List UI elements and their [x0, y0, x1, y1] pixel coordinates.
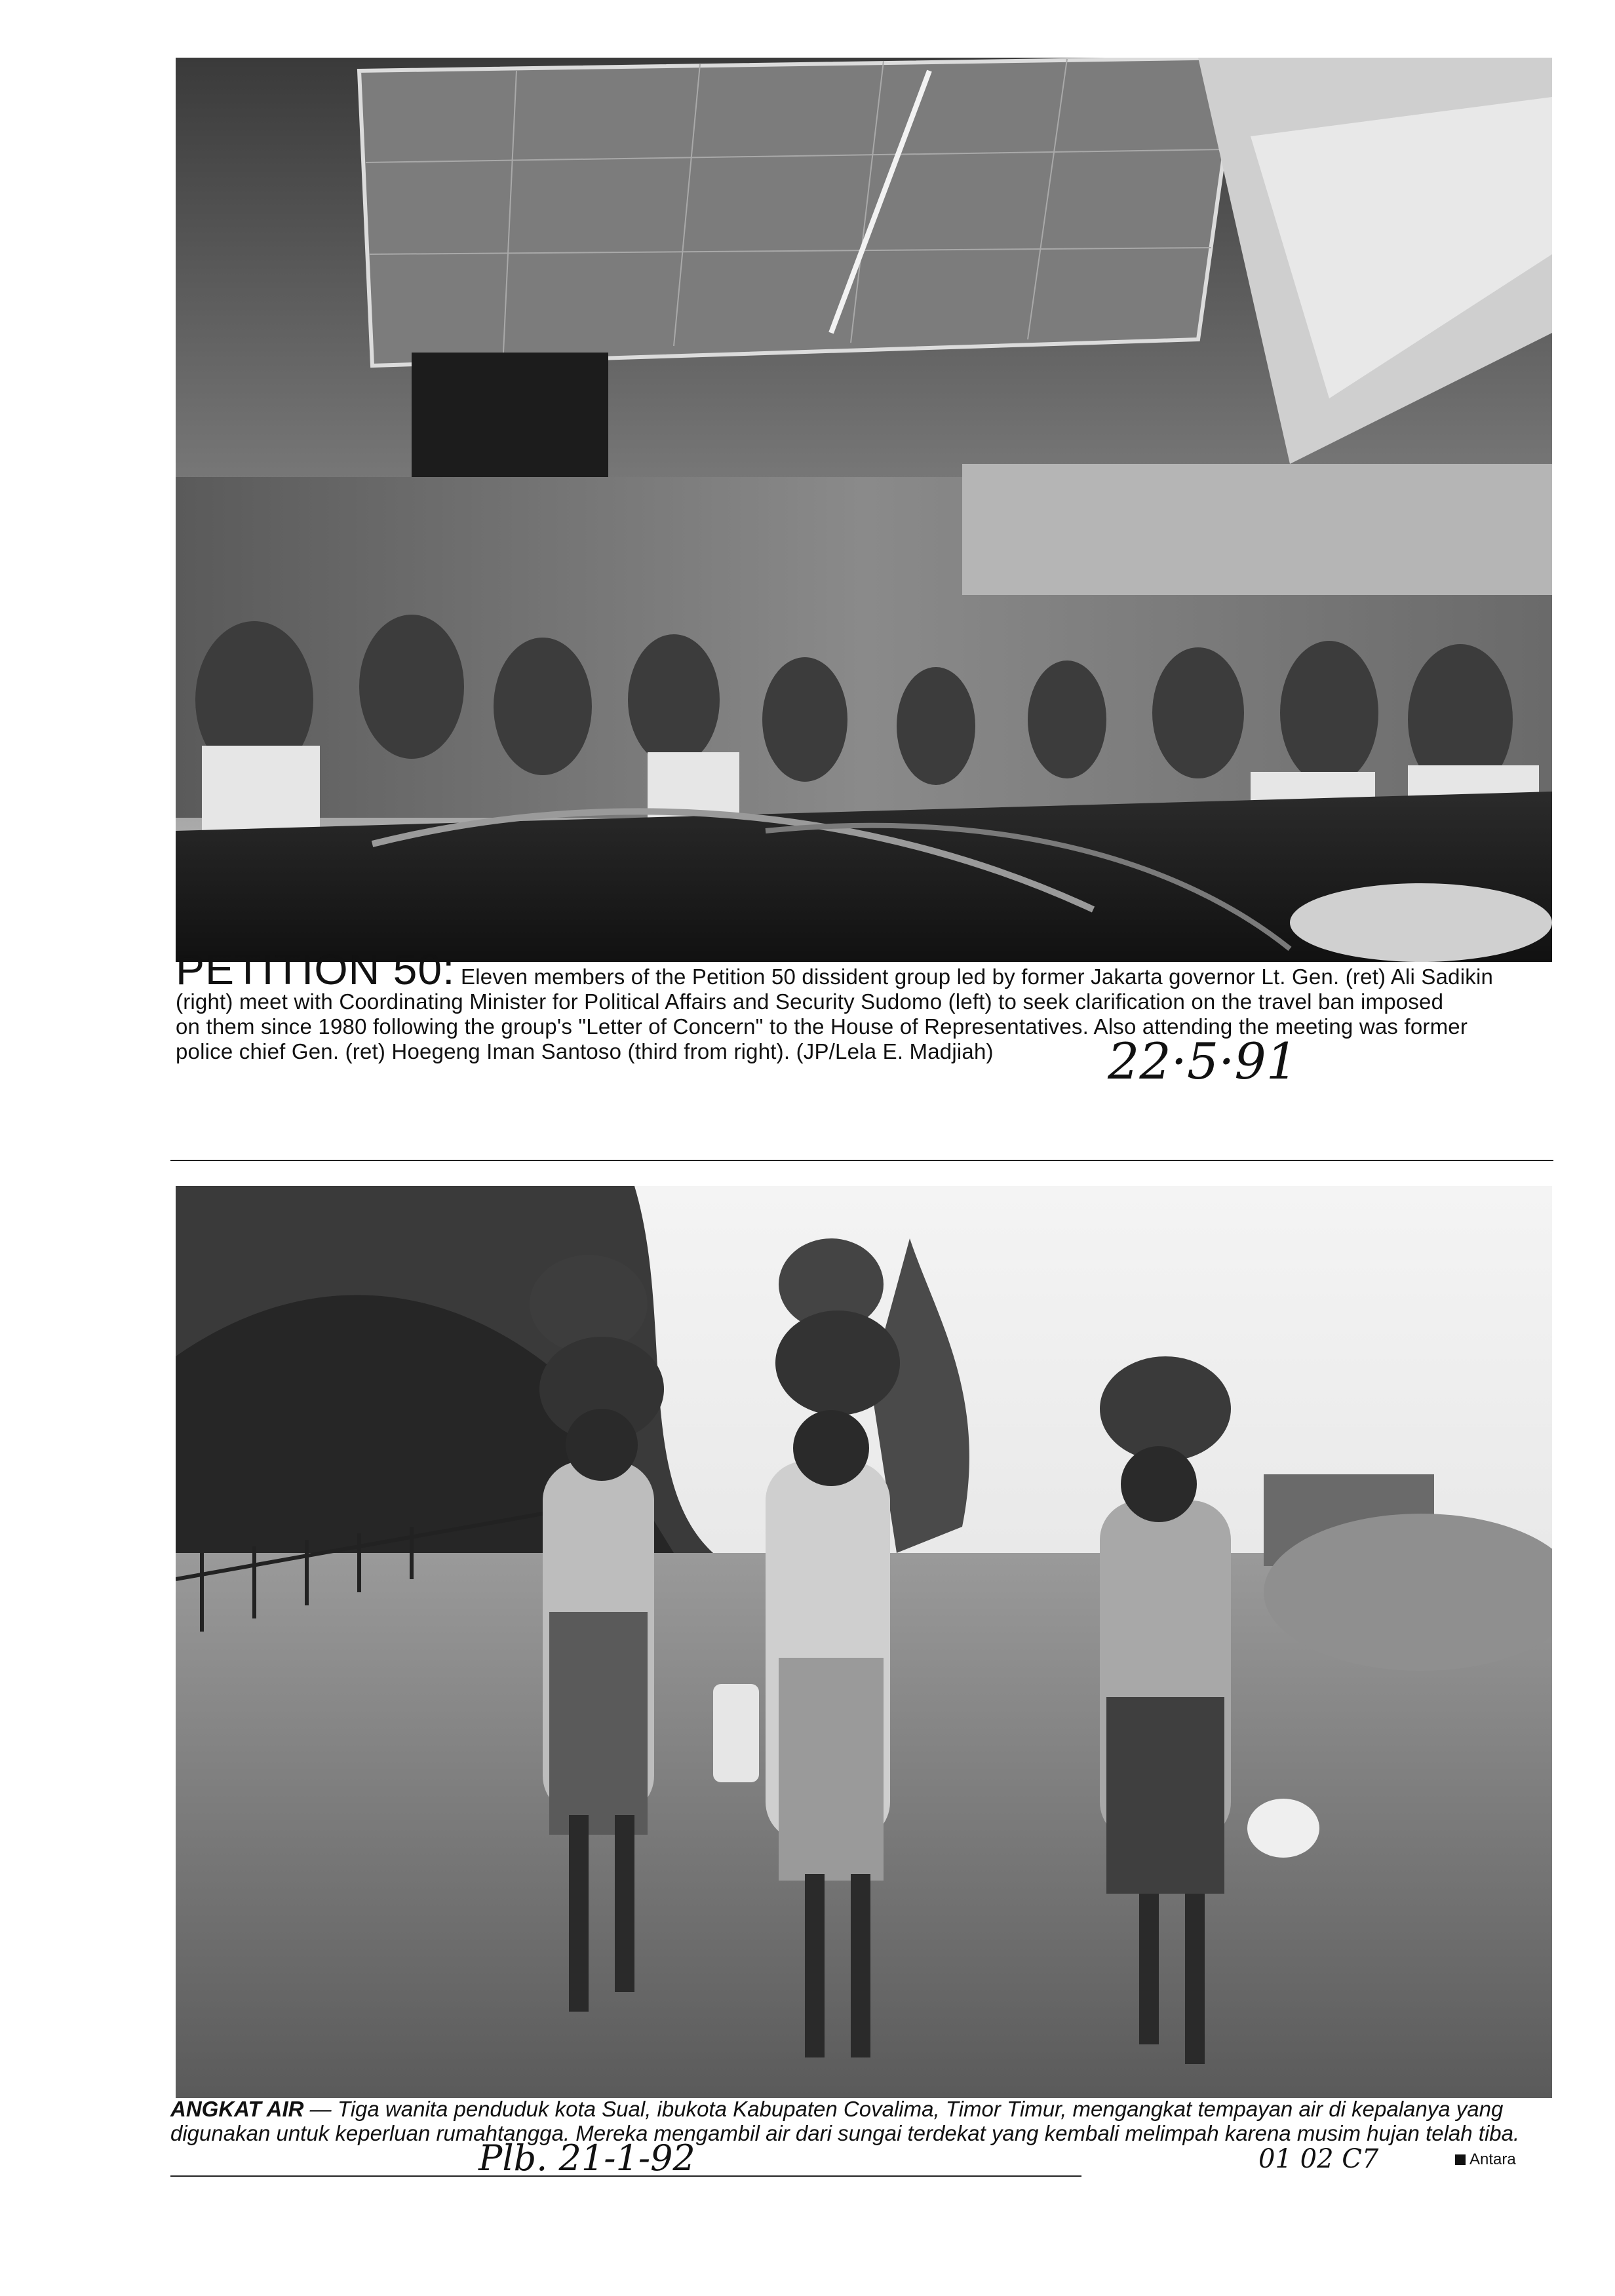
- petition-caption-line: (right) meet with Coordinating Minister for Political Affairs and Security Sudomo (left) to seek clarification on the travel ban imposed: [176, 989, 1444, 1014]
- handwritten-code: 01 02 C7: [1258, 2144, 1379, 2174]
- handwritten-date-2: Plb. 21-1-92: [478, 2137, 695, 2179]
- photo-credit-text: Antara: [1469, 2151, 1516, 2168]
- top-divider: [170, 1160, 1553, 1161]
- water-carriers-photo: [176, 1186, 1552, 2098]
- meeting-photo-illustration: [176, 58, 1552, 962]
- angkat-air-caption-dash: —: [303, 2097, 338, 2121]
- credit-square-icon: [1455, 2154, 1466, 2165]
- handwritten-date-1: 22·5·91: [1108, 1032, 1298, 1090]
- petition-caption: [176, 945, 1552, 1064]
- petition-caption-line: on them since 1980 following the group's "Letter of Concern" to the House of Representatives. Also attending the meeting was former: [176, 1014, 1468, 1039]
- angkat-air-caption: [170, 2097, 1547, 2145]
- petition-caption-line: Eleven members of the Petition 50 dissident group led by former Jakarta governor Lt. Gen. (ret) Ali Sadikin: [454, 965, 1494, 989]
- angkat-air-caption-head: ANGKAT AIR: [170, 2097, 304, 2121]
- water-carriers-illustration: [176, 1186, 1552, 2098]
- bottom-divider: [170, 2175, 1081, 2177]
- petition-caption-colon: :: [442, 945, 455, 993]
- angkat-air-caption-line: Tiga wanita penduduk kota Sual, ibukota Kabupaten Covalima, Timor Timur, mengangkat tempayan air di kepalanya yang: [337, 2097, 1504, 2121]
- meeting-photo: [176, 58, 1552, 962]
- photo-credit: [1455, 2151, 1516, 2169]
- petition-caption-line: police chief Gen. (ret) Hoegeng Iman Santoso (third from right). (JP/Lela E. Madjiah): [176, 1039, 994, 1063]
- petition-caption-head: PETITION 50: [176, 945, 443, 993]
- angkat-air-caption-line: digunakan untuk keperluan rumahtangga. Mereka mengambil air dari sungai terdekat yang kembali melimpah karena musim hujan telah tiba.: [170, 2121, 1520, 2145]
